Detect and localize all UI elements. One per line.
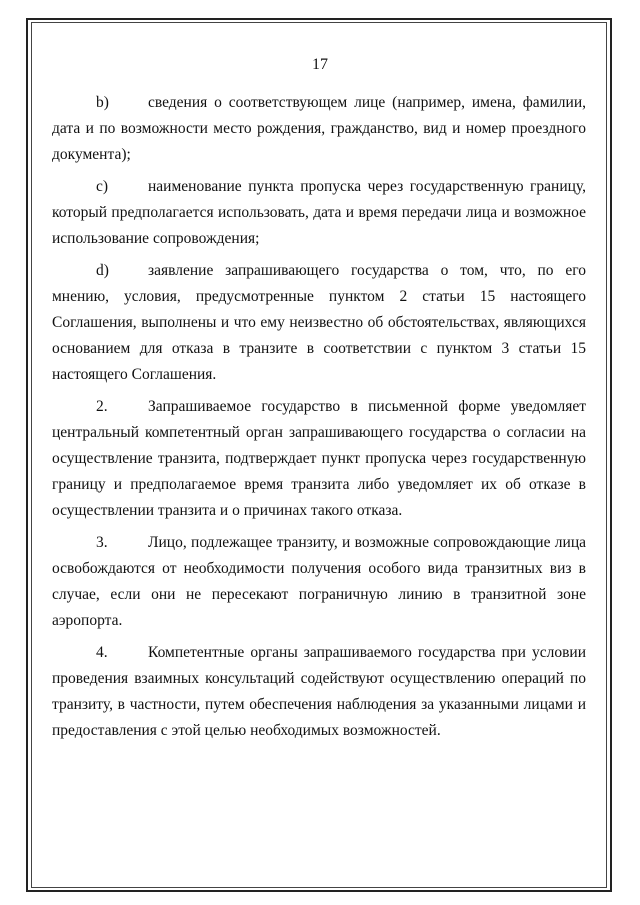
paragraph-4 (52, 640, 586, 744)
paragraph-3 (52, 530, 586, 634)
paragraph-d (52, 258, 586, 388)
paragraph-marker: b) (96, 94, 109, 111)
paragraph-2 (52, 394, 586, 524)
paragraph-text: Запрашиваемое государство в письменной форме уведомляет центральный компетентный орган запрашивающего государства о согласии на осуществление транзита, подтверждает пункт пропуска через государственную границу и предполагаемое время транзита либо уведомляет их об отказе в осуществлении транзита и о причинах такого отказа. (52, 398, 586, 519)
paragraph-text: наименование пункта пропуска через государственную границу, который предполагается использовать, дата и время передачи лица и возможное использование сопровождения; (52, 178, 586, 247)
paragraph-text: Лицо, подлежащее транзиту, и возможные сопровождающие лица освобождаются от необходимости получения особого вида транзитных виз в случае, если они не пересекают пограничную линию в транзитной зоне аэропорта. (52, 534, 586, 629)
page-number: 17 (312, 56, 328, 73)
paragraph-marker: d) (96, 262, 109, 279)
paragraph-marker: 2. (96, 398, 108, 415)
paragraph-text: сведения о соответствующем лице (например, имена, фамилии, дата и по возможности место рождения, гражданство, вид и номер проездного документа); (52, 94, 586, 163)
document-body (52, 90, 586, 750)
paragraph-text: Компетентные органы запрашиваемого государства при условии проведения взаимных консультаций содействуют осуществлению операций по транзиту, в частности, путем обеспечения наблюдения за указанными лицами и предоставления с этой целью необходимых возможностей. (52, 644, 586, 739)
paragraph-text: заявление запрашивающего государства о том, что, по его мнению, условия, предусмотренные пунктом 2 статьи 15 настоящего Соглашения, выполнены и что ему неизвестно об обстоятельствах, являющихся основанием для отказа в транзите в соответствии с пунктом 3 статьи 15 настоящего Соглашения. (52, 262, 586, 383)
paragraph-c (52, 174, 586, 252)
paragraph-marker: 3. (96, 534, 108, 551)
paragraph-marker: c) (96, 178, 109, 195)
paragraph-b (52, 90, 586, 168)
paragraph-marker: 4. (96, 644, 108, 661)
